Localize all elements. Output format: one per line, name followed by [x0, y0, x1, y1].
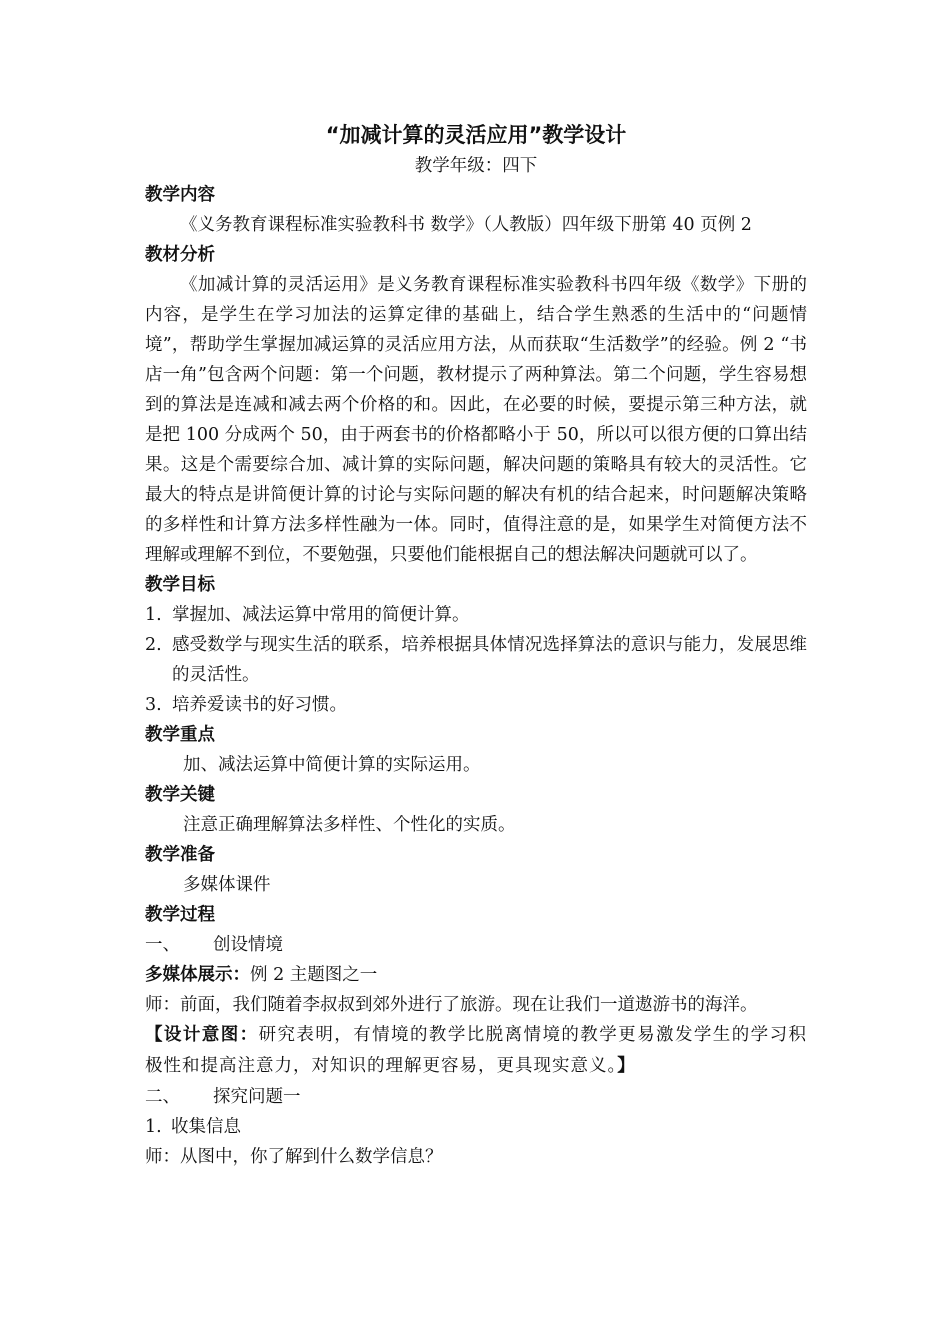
- key-text: 注意正确理解算法多样性、个性化的实质。: [183, 815, 516, 835]
- design-intent: [145, 1020, 807, 1082]
- teacher-line-2: 师：从图中，你了解到什么数学信息？: [145, 1147, 443, 1167]
- goal-text: 培养爱读书的好习惯。: [172, 695, 347, 715]
- substep-title: 收集信息: [171, 1117, 241, 1137]
- goal-item: [145, 630, 807, 690]
- design-text: 研究表明，有情境的教学比脱离情境的教学更易激发学生的学习积极性和提高注意力，对知识的理解更容易，更具现实意义。: [145, 1025, 808, 1076]
- media-label: 多媒体展示：: [145, 965, 250, 985]
- analysis-heading: 教材分析: [145, 245, 215, 265]
- goal-text: 掌握加、减法运算中常用的简便计算。: [172, 605, 470, 625]
- document-title: “加减计算的灵活应用”教学设计: [325, 123, 627, 147]
- substep-number: 1.: [145, 1117, 162, 1137]
- goal-text: 感受数学与现实生活的联系，培养根据具体情况选择算法的意识与能力，发展思维的灵活性。: [172, 635, 807, 685]
- grade-line: 教学年级：四下: [414, 156, 538, 176]
- process-heading: 教学过程: [145, 905, 215, 925]
- process-substep-1: [145, 1112, 807, 1142]
- media-text: 例 2 主题图之一: [250, 965, 378, 985]
- goal-number: 1.: [145, 605, 162, 625]
- goal-number: 2.: [145, 635, 162, 655]
- prep-heading: 教学准备: [145, 845, 215, 865]
- goal-item: [145, 690, 807, 720]
- content-text: 《义务教育课程标准实验教科书 数学》（人教版）四年级下册第 40 页例 2: [180, 215, 752, 235]
- focus-heading: 教学重点: [145, 725, 215, 745]
- focus-text: 加、减法运算中简便计算的实际运用。: [183, 755, 481, 775]
- prep-text: 多媒体课件: [183, 875, 271, 895]
- analysis-text: 《加减计算的灵活运用》是义务教育课程标准实验教科书四年级《数学》下册的内容，是学生在学习加法的运算定律的基础上，结合学生熟悉的生活中的“问题情境”，帮助学生掌握加减运算的灵活应用方法，从而获取“生活数学”的经验。例 2 “书店一角”包含两个问题：第一个问题，教材提示了两种算法。第二个问题，学生容易想到的算法是连减和减去两个价格的和。因此，在必要的时候，要提示第三种方法，就是把 100 分成两个 50，由于两套书的价格都略小于 50，所以可以很方便的口算出结果。这是个需要综合加、减计算的实际问题，解决问题的策略具有较大的灵活性。它最大的特点是讲简便计算的讨论与实际问题的解决有机的结合起来，时问题解决策略的多样性和计算方法多样性融为一体。同时，值得注意的是，如果学生对简便方法不理解或理解不到位，不要勉强，只要他们能根据自己的想法解决问题就可以了。: [145, 275, 807, 565]
- content-heading: 教学内容: [145, 185, 215, 205]
- key-heading: 教学关键: [145, 785, 215, 805]
- process-step-1: [145, 930, 807, 960]
- goal-item: [145, 600, 807, 630]
- step-number: 二、: [145, 1087, 180, 1107]
- step-number: 一、: [145, 935, 180, 955]
- design-label: 【设计意图：: [145, 1025, 259, 1045]
- design-end: 】: [617, 1056, 636, 1076]
- process-step-2: [145, 1082, 807, 1112]
- document-body: [145, 118, 807, 1172]
- step-title: 探究问题一: [213, 1087, 301, 1107]
- goals-list: [145, 600, 807, 720]
- goal-number: 3.: [145, 695, 162, 715]
- goals-heading: 教学目标: [145, 575, 215, 595]
- teacher-line-1: 师：前面，我们随着李叔叔到郊外进行了旅游。现在让我们一道遨游书的海洋。: [145, 995, 758, 1015]
- step-title: 创设情境: [213, 935, 283, 955]
- media-line: [145, 960, 807, 990]
